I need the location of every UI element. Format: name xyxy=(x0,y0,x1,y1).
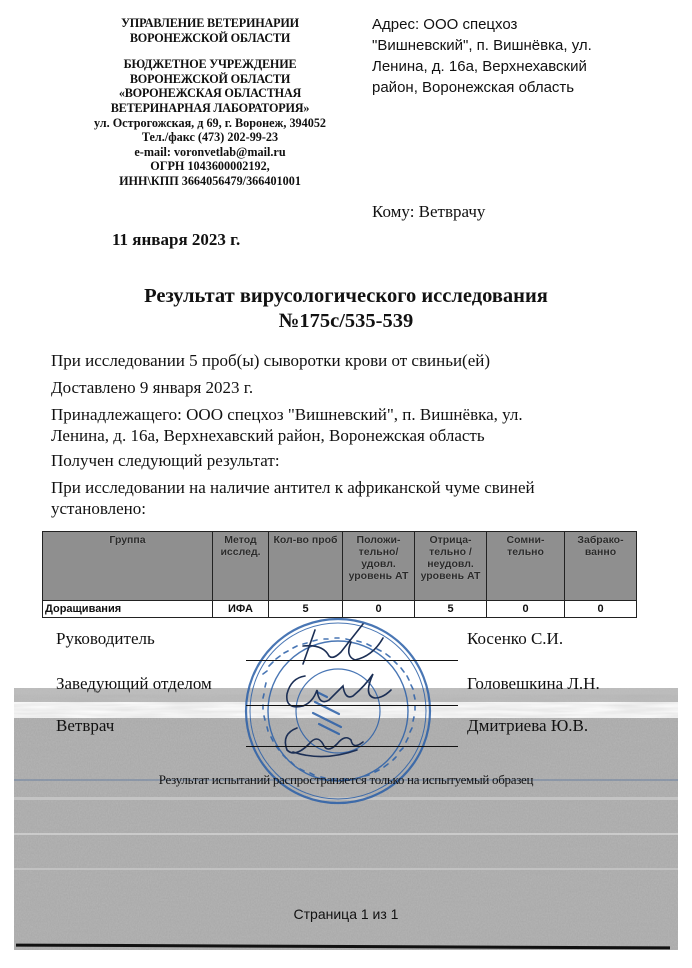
org-header xyxy=(60,16,360,189)
cell-count: 5 xyxy=(269,601,343,618)
study-text xyxy=(51,477,651,519)
report-number: №175с/535-539 xyxy=(278,310,414,332)
signature-role: Руководитель xyxy=(56,629,155,648)
recipient-address xyxy=(372,14,672,98)
disclaimer: Результат испытаний распространяется только на испытуемый образец xyxy=(158,772,534,787)
document-title xyxy=(0,284,692,334)
signature-role: Заведующий отделом xyxy=(56,674,212,693)
signature-name: Дмитриева Ю.В. xyxy=(467,716,589,735)
cell-doubtful: 0 xyxy=(487,601,565,618)
signature-line xyxy=(246,660,458,661)
org-line: ВОРОНЕЖСКОЙ ОБЛАСТИ xyxy=(129,71,291,86)
address-line: Адрес: ООО спецхоз xyxy=(372,16,518,33)
results-table xyxy=(42,531,637,618)
signature-name: Головешкина Л.Н. xyxy=(467,674,600,693)
study-line: установлено: xyxy=(51,499,146,518)
org-email: e-mail: voronvetlab@mail.ru xyxy=(134,144,286,159)
owner-text xyxy=(51,404,651,446)
org-ogrn: ОГРН 1043600002192, xyxy=(150,159,270,174)
document-body xyxy=(51,350,651,519)
column-header-doubtful: Сомни-тельно xyxy=(487,532,565,601)
org-phone: Тел./факс (473) 202-99-23 xyxy=(141,130,279,145)
owner-line: Ленина, д. 16а, Верхнехавский район, Воронежская область xyxy=(51,426,485,445)
title-line: Результат вирусологического исследования xyxy=(144,285,548,307)
samples-text: При исследовании 5 проб(ы) сыворотки крови от свиньи(ей) xyxy=(51,351,491,370)
signature-line xyxy=(246,746,458,747)
owner-line: Принадлежащего: ООО спецхоз "Вишневский", п. Вишнёвка, ул. xyxy=(51,405,523,424)
cell-method: ИФА xyxy=(213,601,269,618)
signature-role: Ветврач xyxy=(56,716,115,735)
address-line: "Вишневский", п. Вишнёвка, ул. xyxy=(372,37,592,54)
org-line: «ВОРОНЕЖСКАЯ ОБЛАСТНАЯ xyxy=(118,86,302,101)
address-line: район, Воронежская область xyxy=(372,79,575,96)
signature-line xyxy=(246,705,458,706)
org-line: ВОРОНЕЖСКОЙ ОБЛАСТИ xyxy=(129,30,291,45)
study-line: При исследовании на наличие антител к африканской чуме свиней xyxy=(51,478,535,497)
org-inn: ИНН\КПП 3664056479/366401001 xyxy=(119,173,301,188)
org-line: БЮДЖЕТНОЕ УЧРЕЖДЕНИЕ xyxy=(123,57,297,72)
table-header-row xyxy=(43,532,637,601)
org-line: ВЕТЕРИНАРНАЯ ЛАБОРАТОРИЯ» xyxy=(110,100,310,115)
cell-rejected: 0 xyxy=(565,601,637,618)
org-address: ул. Острогожская, д 69, г. Воронеж, 394052 xyxy=(93,115,327,130)
table-row xyxy=(43,601,637,618)
org-line: УПРАВЛЕНИЕ ВЕТЕРИНАРИИ xyxy=(121,16,299,30)
signature-name: Косенко С.И. xyxy=(467,629,564,648)
column-header-rejected: Забрако-ванно xyxy=(565,532,637,601)
cell-group: Доращивания xyxy=(43,601,213,618)
delivered-text: Доставлено 9 января 2023 г. xyxy=(51,378,254,397)
result-intro: Получен следующий результат: xyxy=(51,451,280,470)
document-date: 11 января 2023 г. xyxy=(112,230,241,249)
page-number: Страница 1 из 1 xyxy=(293,906,399,922)
recipient: Кому: Ветврачу xyxy=(372,202,486,221)
cell-negative: 5 xyxy=(415,601,487,618)
address-line: Ленина, д. 16а, Верхнехавский xyxy=(372,58,587,75)
column-header-negative: Отрица-тельно / неудовл. уровень АТ xyxy=(415,532,487,601)
column-header-group: Группа xyxy=(43,532,213,601)
column-header-count: Кол-во проб xyxy=(269,532,343,601)
column-header-positive: Положи-тельно/ удовл. уровень АТ xyxy=(343,532,415,601)
cell-positive: 0 xyxy=(343,601,415,618)
column-header-method: Метод исслед. xyxy=(213,532,269,601)
